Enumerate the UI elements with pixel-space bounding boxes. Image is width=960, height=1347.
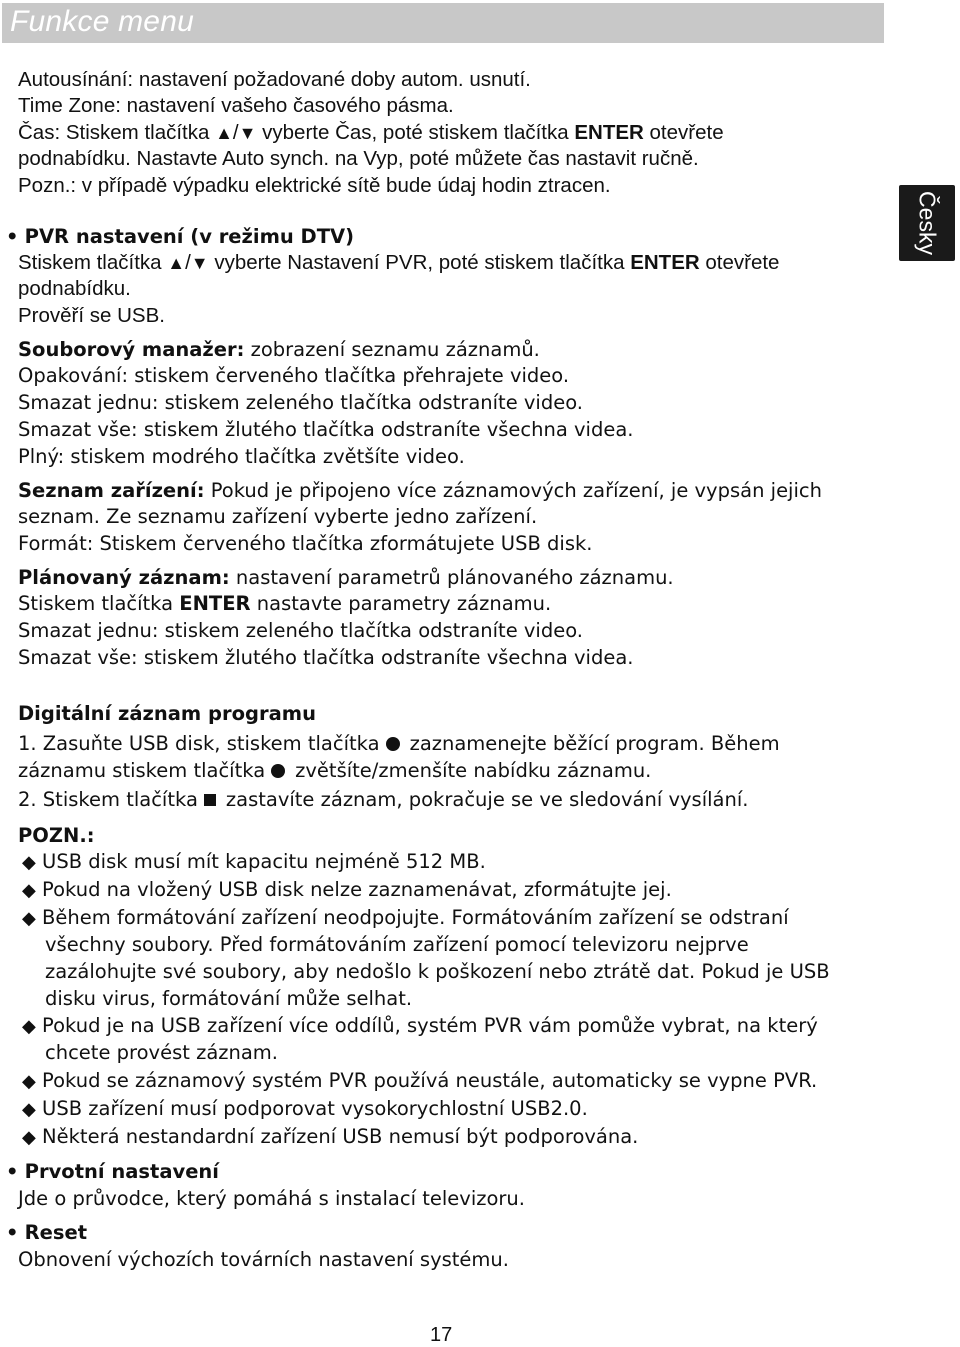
note-item: ◆ Během formátování zařízení neodpojujte. Formátováním zařízení se odstraní <box>22 906 789 929</box>
note-item-cont: všechny soubory. Před formátováním zařízení pomocí televizoru nejprve <box>45 933 749 956</box>
diamond-bullet-icon: ◆ <box>22 880 36 901</box>
time-line: Čas: Stiskem tlačítka ▲/▼ vyberte Čas, poté stiskem tlačítka ENTER otevřete <box>18 121 724 144</box>
diamond-bullet-icon: ◆ <box>22 852 36 873</box>
language-tab <box>899 185 955 261</box>
pvr-line-3: Prověří se USB. <box>18 304 165 327</box>
time-note: Pozn.: v případě výpadku elektrické sítě bude údaj hodin ztracen. <box>18 174 611 197</box>
note-item-cont: disku virus, formátování může selhat. <box>45 987 413 1010</box>
time-line-2: podnabídku. Nastavte Auto synch. na Vyp, poté můžete čas nastavit ručně. <box>18 147 699 170</box>
diamond-bullet-icon: ◆ <box>22 908 36 929</box>
note-item: ◆ Pokud na vložený USB disk nelze zaznamenávat, zformátujte jej. <box>22 878 672 901</box>
note-item: ◆ Pokud se záznamový systém PVR používá neustále, automaticky se vypne PVR. <box>22 1069 818 1092</box>
timezone-line: Time Zone: nastavení vašeho časového pásma. <box>18 94 454 117</box>
schedule-line-2: Stiskem tlačítka ENTER nastavte parametry záznamu. <box>18 592 552 615</box>
note-item: ◆ Pokud je na USB zařízení více oddílů, systém PVR vám pomůže vybrat, na který <box>22 1014 818 1037</box>
diamond-bullet-icon: ◆ <box>22 1071 36 1092</box>
file-manager-item: Smazat jednu: stiskem zeleného tlačítka odstraníte video. <box>18 391 584 414</box>
note-item: ◆ Některá nestandardní zařízení USB nemusí být podporována. <box>22 1125 639 1148</box>
reset-heading: • Reset <box>6 1221 88 1244</box>
note-item: ◆ USB zařízení musí podporovat vysokorychlostní USB2.0. <box>22 1097 588 1120</box>
diamond-bullet-icon: ◆ <box>22 1099 36 1120</box>
file-manager-line: Souborový manažer: zobrazení seznamu záznamů. <box>18 338 540 361</box>
up-arrow-icon: ▲ <box>215 123 233 143</box>
page-number: 17 <box>430 1324 453 1346</box>
digital-step-1-cont: záznamu stiskem tlačítka zvětšíte/zmenšíte nabídku záznamu. <box>18 759 652 782</box>
digital-step-1: 1. Zasuňte USB disk, stiskem tlačítka zaznamenejte běžící program. Během <box>18 732 780 755</box>
section-header <box>2 3 884 43</box>
pvr-heading: • PVR nastavení (v režimu DTV) <box>6 225 355 248</box>
pvr-line-2: podnabídku. <box>18 277 131 300</box>
stop-button-icon <box>204 794 216 806</box>
schedule-line: Plánovaný záznam: nastavení parametrů plánovaného záznamu. <box>18 566 674 589</box>
note-label: POZN.: <box>18 824 95 847</box>
schedule-line-4: Smazat vše: stiskem žlutého tlačítka odstraníte všechna videa. <box>18 646 634 669</box>
file-manager-item: Smazat vše: stiskem žlutého tlačítka odstraníte všechna videa. <box>18 418 634 441</box>
autosleep-line: Autousínání: nastavení požadované doby autom. usnutí. <box>18 68 531 91</box>
digital-step-2: 2. Stiskem tlačítka zastavíte záznam, pokračuje se ve sledování vysílání. <box>18 788 749 811</box>
page-title: Funkce menu <box>10 5 194 38</box>
device-list-line-2: seznam. Ze seznamu zařízení vyberte jedno zařízení. <box>18 505 538 528</box>
reset-text: Obnovení výchozích továrních nastavení systému. <box>18 1248 509 1271</box>
pvr-line-1: Stiskem tlačítka ▲/▼ vyberte Nastavení PVR, poté stiskem tlačítka ENTER otevřete <box>18 251 780 274</box>
initial-setup-text: Jde o průvodce, který pomáhá s instalací televizoru. <box>18 1187 525 1210</box>
note-item-cont: chcete provést záznam. <box>45 1041 279 1064</box>
format-line: Formát: Stiskem červeného tlačítka zformátujete USB disk. <box>18 532 593 555</box>
file-manager-item: Plný: stiskem modrého tlačítka zvětšíte video. <box>18 445 465 468</box>
schedule-line-3: Smazat jednu: stiskem zeleného tlačítka odstraníte video. <box>18 619 584 642</box>
record-button-icon <box>271 764 285 778</box>
language-tab-label: Česky <box>914 191 941 255</box>
up-arrow-icon: ▲ <box>167 253 186 273</box>
device-list-line: Seznam zařízení: Pokud je připojeno více záznamových zařízení, je vypsán jejich <box>18 479 822 502</box>
diamond-bullet-icon: ◆ <box>22 1127 36 1148</box>
down-arrow-icon: ▼ <box>190 253 209 273</box>
digital-heading: Digitální záznam programu <box>18 702 316 725</box>
initial-setup-heading: • Prvotní nastavení <box>6 1160 219 1183</box>
note-item-cont: zazálohujte své soubory, aby nedošlo k poškození nebo ztrátě dat. Pokud je USB <box>45 960 830 983</box>
diamond-bullet-icon: ◆ <box>22 1016 36 1037</box>
file-manager-item: Opakování: stiskem červeného tlačítka přehrajete video. <box>18 364 570 387</box>
down-arrow-icon: ▼ <box>238 123 257 143</box>
note-item: ◆ USB disk musí mít kapacitu nejméně 512 MB. <box>22 850 486 873</box>
record-button-icon <box>386 737 400 751</box>
